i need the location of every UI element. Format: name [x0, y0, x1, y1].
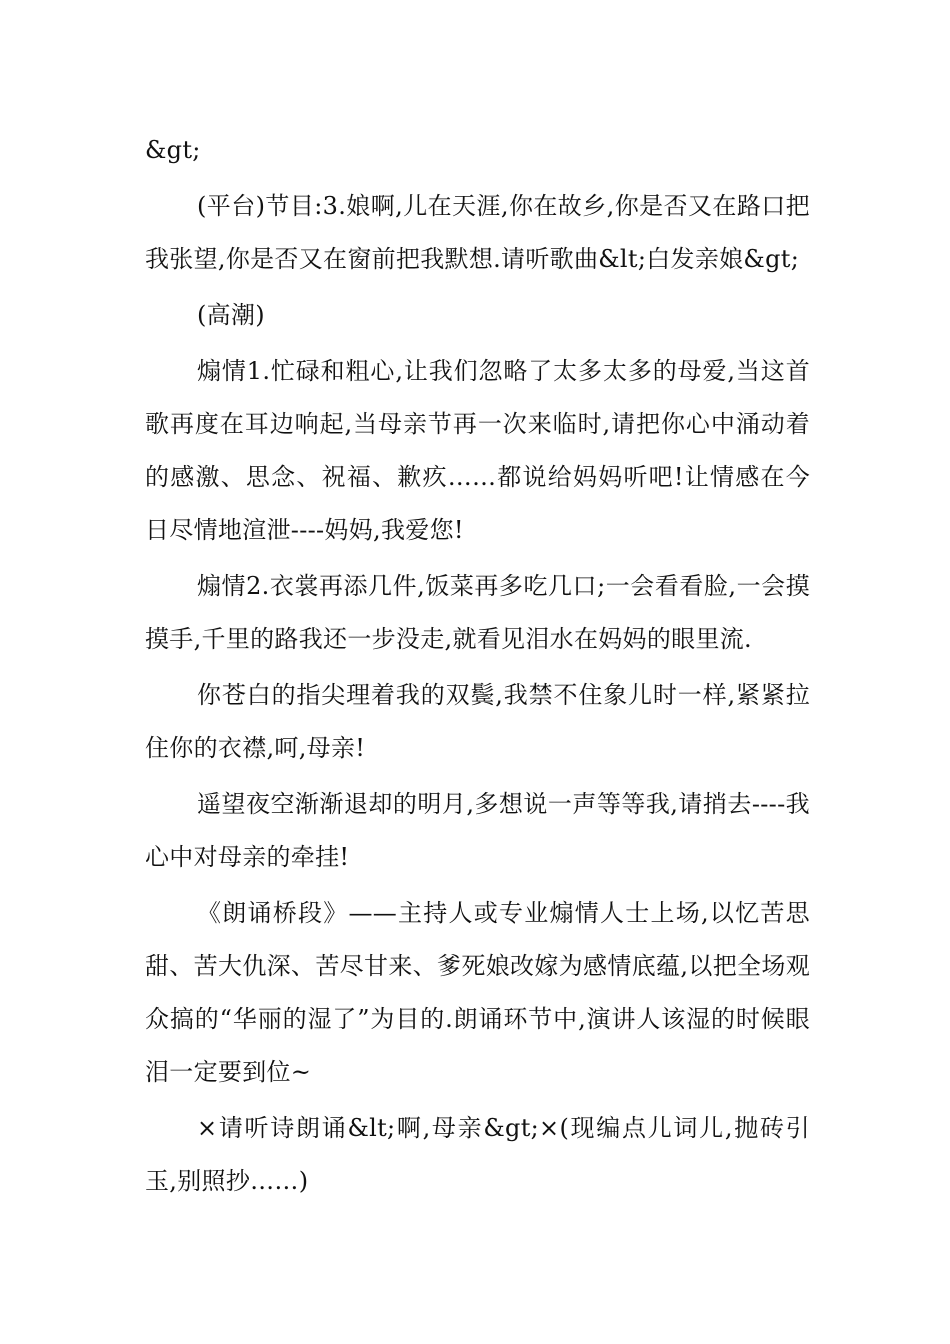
paragraph-emotion-2: 煽情2.衣裳再添几件,饭菜再多吃几口;一会看看脸,一会摸摸手,千里的路我还一步没走,就看见泪水在妈妈的眼里流.: [145, 572, 810, 653]
paragraph-program-3: (平台)节目:3.娘啊,儿在天涯,你在故乡,你是否又在路口把我张望,你是否又在窗前把我默想.请听歌曲&lt;白发亲娘&gt;: [145, 192, 810, 273]
paragraph-climax-heading: (高潮): [197, 301, 265, 329]
paragraph-night-moon: 遥望夜空渐渐退却的明月,多想说一声等等我,请捎去----我心中对母亲的牵挂!: [145, 790, 810, 871]
document-body: [145, 124, 810, 1211]
paragraph-closing-tag: &gt;: [145, 136, 201, 164]
paragraph-recitation-segment: 《朗诵桥段》——主持人或专业煽情人士上场,以忆苦思甜、苦大仇深、苦尽甘来、爹死娘改嫁为感情底蕴,以把全场观众搞的“华丽的湿了”为目的.朗诵环节中,演讲人该湿的时候眼泪一定要到位~: [145, 899, 810, 1086]
paragraph-poem-recital: ×请听诗朗诵&lt;啊,母亲&gt;×(现编点儿词儿,抛砖引玉,别照抄……): [145, 1114, 810, 1195]
paragraph-pale-fingertips: 你苍白的指尖理着我的双鬓,我禁不住象儿时一样,紧紧拉住你的衣襟,呵,母亲!: [145, 681, 810, 762]
paragraph-emotion-1: 煽情1.忙碌和粗心,让我们忽略了太多太多的母爱,当这首歌再度在耳边响起,当母亲节再一次来临时,请把你心中涌动着的感激、思念、祝福、歉疚……都说给妈妈听吧!让情感在今日尽情地渲泄----妈妈,我爱您!: [145, 357, 810, 544]
